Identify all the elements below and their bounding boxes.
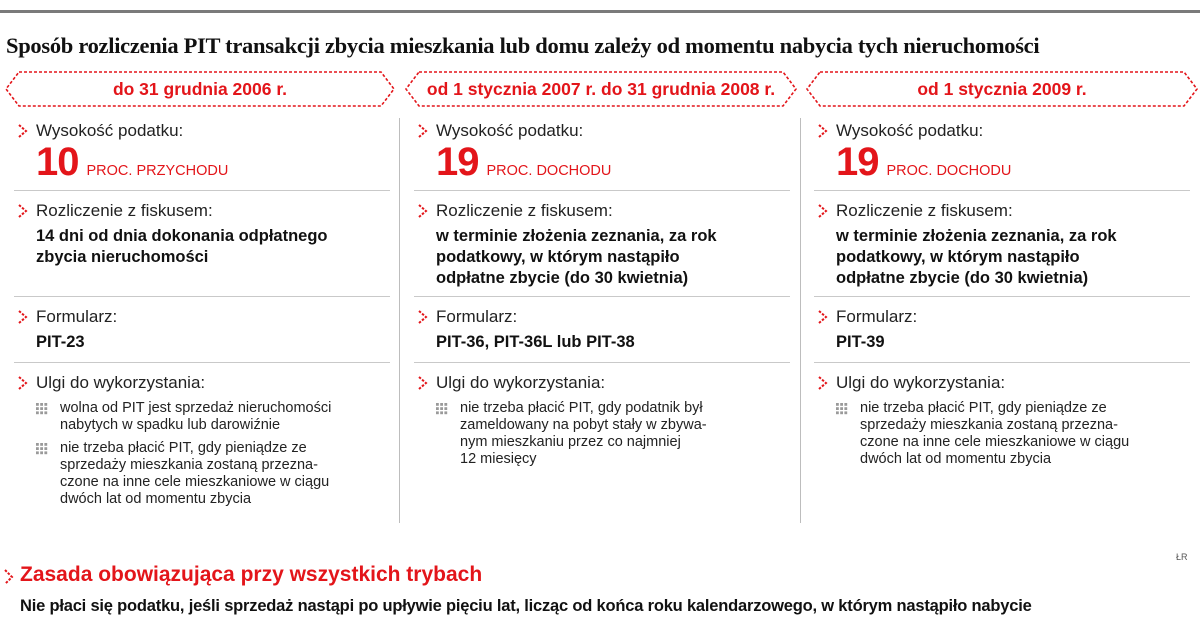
form-section: [414, 306, 790, 353]
settlement-text: [414, 226, 790, 289]
relief-item: [14, 440, 390, 508]
tax-rate-section: [414, 120, 790, 184]
form-value: PIT-23: [36, 333, 85, 351]
relief-line: zameldowany na pobyt stały w zbywa-: [460, 417, 707, 433]
relief-line: czone na inne cele mieszkaniowe w ciągu: [860, 434, 1130, 450]
settlement-label: Rozliczenie z fiskusem:: [436, 201, 613, 220]
chevron-right-icon: [416, 123, 430, 139]
tax-rate-value: 10: [36, 140, 79, 184]
page-title: Sposób rozliczenia PIT transakcji zbycia mieszkania lub domu zależy od momentu nabycia tych nieruchomości: [6, 33, 1040, 58]
settlement-section: [14, 200, 390, 268]
settlement-line: podatkowy, w którym nastąpiło: [436, 248, 680, 266]
settlement-text: [14, 226, 390, 268]
reliefs-label: Ulgi do wykorzystania:: [836, 373, 1006, 392]
period-header: [806, 71, 1198, 107]
settlement-line: zbycia nieruchomości: [36, 248, 209, 266]
relief-line: nie trzeba płacić PIT, gdy pieniądze ze: [860, 400, 1107, 416]
settlement-label: Rozliczenie z fiskusem:: [836, 201, 1013, 220]
period-header: [5, 71, 395, 107]
relief-line: 12 miesięcy: [460, 451, 537, 467]
tax-rate-value: 19: [836, 140, 879, 184]
section-divider: [414, 362, 790, 363]
bullet-grid-icon: [436, 403, 448, 415]
relief-line: dwóch lat od momentu zbycia: [860, 451, 1052, 467]
relief-line: dwóch lat od momentu zbycia: [60, 491, 252, 507]
rule-title: Zasada obowiązująca przy wszystkich trybach: [20, 563, 483, 586]
column-divider: [800, 118, 801, 523]
section-divider: [14, 362, 390, 363]
reliefs-section: [814, 372, 1190, 468]
chevron-right-icon: [16, 309, 30, 325]
relief-item: [414, 400, 790, 468]
section-divider: [814, 362, 1190, 363]
chevron-right-icon: [816, 203, 830, 219]
relief-line: nabytych w spadku lub darowiźnie: [60, 417, 281, 433]
section-divider: [814, 296, 1190, 297]
form-value: PIT-39: [836, 333, 885, 351]
period-label: od 1 stycznia 2009 r.: [917, 78, 1087, 99]
chevron-right-icon: [2, 568, 16, 586]
settlement-section: [414, 200, 790, 289]
tax-rate-unit: PROC. DOCHODU: [486, 163, 612, 179]
reliefs-label: Ulgi do wykorzystania:: [436, 373, 606, 392]
relief-line: sprzedaży mieszkania zostaną przezna-: [60, 457, 318, 473]
settlement-label: Rozliczenie z fiskusem:: [36, 201, 213, 220]
settlement-line: w terminie złożenia zeznania, za rok: [836, 227, 1117, 245]
tax-rate-value: 19: [436, 140, 479, 184]
chevron-right-icon: [816, 123, 830, 139]
relief-line: nie trzeba płacić PIT, gdy podatnik był: [460, 400, 703, 416]
relief-line: nie trzeba płacić PIT, gdy pieniądze ze: [60, 440, 307, 456]
settlement-line: 14 dni od dnia dokonania odpłatnego: [36, 227, 328, 245]
chevron-right-icon: [416, 203, 430, 219]
section-divider: [814, 190, 1190, 191]
tax-rate-unit: PROC. DOCHODU: [886, 163, 1012, 179]
relief-line: wolna od PIT jest sprzedaż nieruchomości: [60, 400, 332, 416]
relief-line: czone na inne cele mieszkaniowe w ciągu: [60, 474, 330, 490]
column-divider: [399, 118, 400, 523]
relief-item: [814, 400, 1190, 468]
chevron-right-icon: [16, 203, 30, 219]
form-label: Formularz:: [836, 307, 918, 326]
chevron-right-icon: [416, 309, 430, 325]
form-section: [814, 306, 1190, 353]
bullet-grid-icon: [36, 443, 48, 455]
reliefs-section: [14, 372, 390, 508]
bullet-grid-icon: [36, 403, 48, 415]
settlement-line: odpłatne zbycie (do 30 kwietnia): [436, 269, 689, 287]
section-divider: [14, 190, 390, 191]
settlement-text: [814, 226, 1190, 289]
tax-label: Wysokość podatku:: [36, 121, 184, 140]
settlement-line: w terminie złożenia zeznania, za rok: [436, 227, 717, 245]
form-section: [14, 306, 390, 353]
bullet-grid-icon: [836, 403, 848, 415]
period-header: [405, 71, 797, 107]
period-label: do 31 grudnia 2006 r.: [112, 78, 288, 99]
top-rule: [0, 10, 1200, 13]
relief-line: sprzedaży mieszkania zostaną przezna-: [860, 417, 1118, 433]
settlement-section: [814, 200, 1190, 289]
relief-item: [14, 400, 390, 434]
reliefs-label: Ulgi do wykorzystania:: [36, 373, 206, 392]
tax-rate-unit: PROC. PRZYCHODU: [86, 163, 229, 179]
tax-label: Wysokość podatku:: [436, 121, 584, 140]
period-label: od 1 stycznia 2007 r. do 31 grudnia 2008 r.: [426, 78, 776, 99]
section-divider: [14, 296, 390, 297]
tax-rate-section: [14, 120, 390, 184]
form-label: Formularz:: [436, 307, 518, 326]
section-divider: [414, 190, 790, 191]
settlement-line: odpłatne zbycie (do 30 kwietnia): [836, 269, 1089, 287]
credit-label: ŁR: [1176, 552, 1188, 562]
tax-rate-section: [814, 120, 1190, 184]
chevron-right-icon: [16, 123, 30, 139]
chevron-right-icon: [16, 375, 30, 391]
reliefs-section: [414, 372, 790, 468]
chevron-right-icon: [816, 309, 830, 325]
chevron-right-icon: [816, 375, 830, 391]
form-value: PIT-36, PIT-36L lub PIT-38: [436, 333, 635, 351]
chevron-right-icon: [416, 375, 430, 391]
settlement-line: podatkowy, w którym nastąpiło: [836, 248, 1080, 266]
tax-label: Wysokość podatku:: [836, 121, 984, 140]
section-divider: [414, 296, 790, 297]
rule-text: Nie płaci się podatku, jeśli sprzedaż nastąpi po upływie pięciu lat, licząc od końca roku kalendarzowego, w którym nastąpiło nabycie: [20, 597, 1032, 615]
relief-line: nym mieszkaniu przez co najmniej: [460, 434, 681, 450]
form-label: Formularz:: [36, 307, 118, 326]
